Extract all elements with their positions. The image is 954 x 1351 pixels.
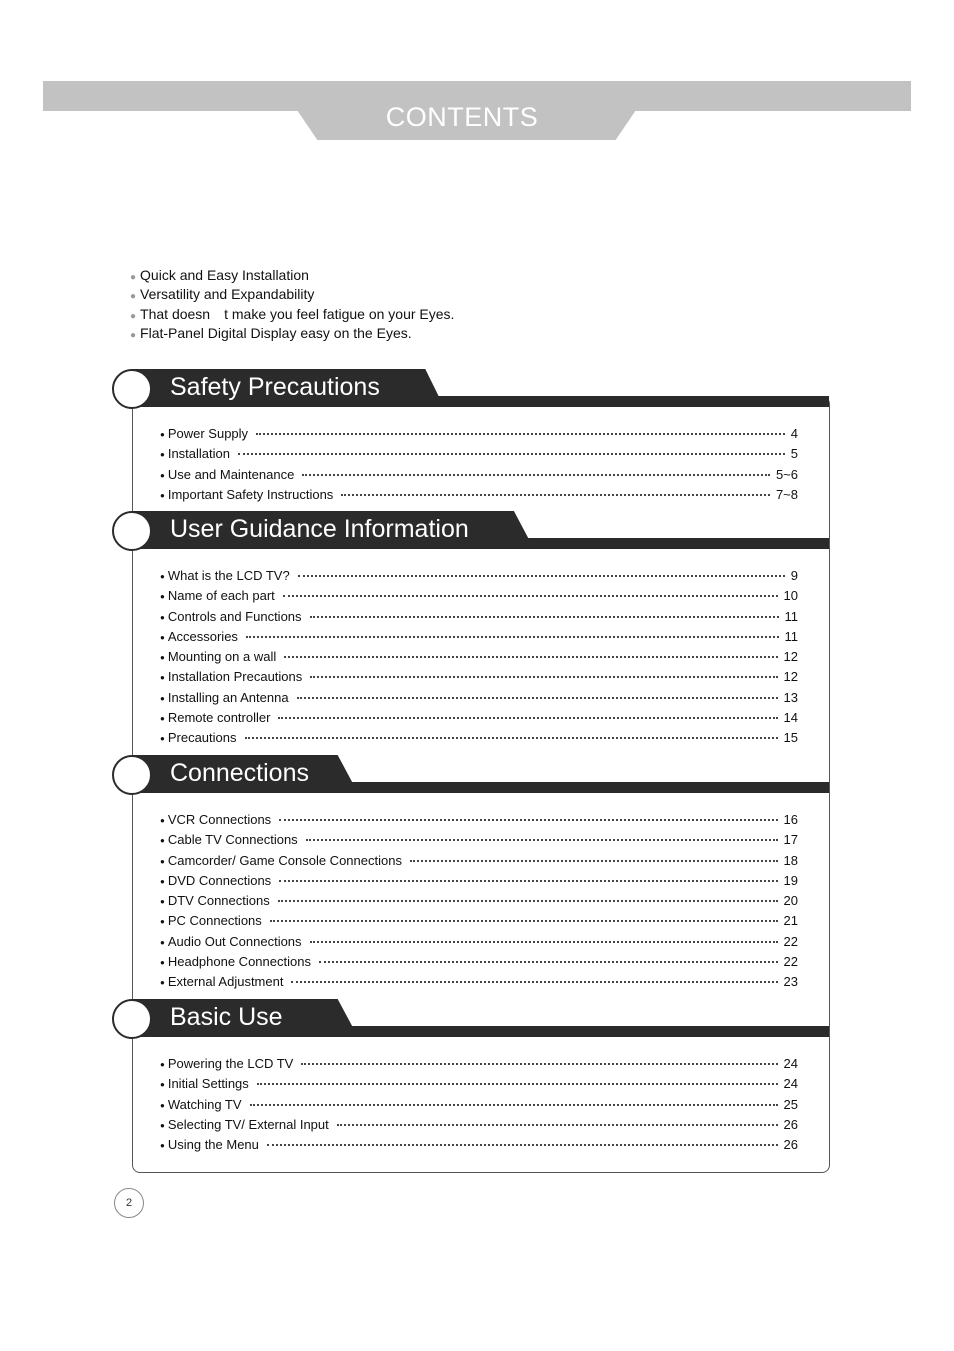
toc-item-label: Use and Maintenance: [167, 466, 295, 482]
dot-leader: [298, 574, 785, 577]
section-title: Basic Use: [170, 1003, 283, 1031]
bullet-icon: ●: [130, 291, 137, 303]
toc-item-label: Precautions: [167, 730, 237, 746]
toc-page-number: 14: [783, 710, 798, 726]
dot-leader: [284, 655, 777, 658]
feature-item: [130, 285, 454, 304]
toc-page-number: 5~6: [775, 466, 798, 482]
toc-item-label: Controls and Functions: [167, 608, 302, 624]
bullet-icon: ●: [160, 470, 165, 480]
bullet-icon: ●: [160, 734, 165, 744]
toc-page-number: 4: [790, 426, 798, 441]
section-circle-icon: [112, 369, 152, 409]
toc-item-label: Installation Precautions: [167, 669, 303, 685]
bullet-icon: ●: [160, 673, 165, 683]
section-title: User Guidance Information: [170, 515, 469, 543]
feature-list: [130, 266, 454, 343]
dot-leader: [257, 1082, 778, 1085]
bullet-icon: ●: [130, 329, 137, 341]
dot-leader: [319, 960, 778, 963]
toc-row[interactable]: [160, 1056, 798, 1076]
toc-list-connections: [160, 812, 798, 995]
bullet-icon: ●: [160, 693, 165, 703]
toc-row[interactable]: [160, 690, 798, 710]
section-header-connections: [112, 755, 829, 797]
toc-row[interactable]: [160, 893, 798, 913]
toc-page-number: 23: [783, 974, 798, 990]
dot-leader: [341, 493, 770, 496]
section-header-user-guidance: [112, 511, 829, 553]
bullet-icon: ●: [160, 653, 165, 663]
bullet-icon: ●: [160, 430, 165, 439]
toc-item-label: Power Supply: [167, 426, 249, 441]
bullet-icon: ●: [160, 917, 165, 927]
toc-item-label: DTV Connections: [167, 893, 270, 909]
dot-leader: [310, 940, 778, 943]
section-header-safety: [112, 369, 829, 411]
toc-page-number: 13: [783, 689, 798, 705]
toc-page-number: 11: [784, 628, 798, 644]
toc-item-label: Initial Settings: [167, 1076, 249, 1092]
toc-page-number: 5: [790, 446, 798, 462]
toc-item-label: Name of each part: [167, 588, 275, 604]
feature-text: Flat-Panel Digital Display easy on the Eyes.: [140, 324, 412, 341]
toc-item-label: PC Connections: [167, 913, 262, 929]
toc-row[interactable]: [160, 1137, 798, 1157]
toc-item-label: Watching TV: [167, 1096, 242, 1112]
toc-row[interactable]: [160, 649, 798, 669]
toc-page-number: 16: [783, 812, 798, 827]
bullet-icon: ●: [160, 897, 165, 907]
toc-page-number: 11: [784, 608, 798, 624]
toc-list-user-guidance: [160, 568, 798, 751]
bullet-icon: ●: [130, 310, 137, 322]
toc-page-number: 26: [783, 1137, 798, 1153]
feature-text: Versatility and Expandability: [140, 286, 315, 303]
bullet-icon: ●: [160, 958, 165, 968]
section-circle-icon: [112, 511, 152, 551]
toc-page-number: 15: [783, 730, 798, 746]
dot-leader: [278, 899, 778, 902]
toc-item-label: DVD Connections: [167, 872, 272, 888]
feature-item: [130, 305, 454, 324]
toc-item-label: Installation: [167, 446, 230, 462]
toc-page-number: 22: [783, 954, 798, 970]
toc-page-number: 12: [783, 649, 798, 665]
toc-row[interactable]: [160, 1117, 798, 1137]
toc-page-number: 22: [783, 933, 798, 949]
toc-row[interactable]: [160, 873, 798, 893]
bullet-icon: ●: [160, 572, 165, 581]
dot-leader: [238, 452, 785, 455]
bullet-icon: ●: [160, 856, 165, 866]
toc-row[interactable]: [160, 913, 798, 933]
bullet-icon: ●: [160, 816, 165, 825]
dot-leader: [283, 594, 778, 597]
toc-page-number: 21: [783, 913, 798, 929]
dot-leader: [302, 473, 770, 476]
bullet-icon: ●: [160, 876, 165, 886]
toc-page-number: 25: [783, 1096, 798, 1112]
toc-row[interactable]: [160, 1076, 798, 1096]
dot-leader: [270, 919, 778, 922]
section-title: Connections: [170, 759, 309, 787]
toc-page-number: 26: [783, 1116, 798, 1132]
toc-item-label: Remote controller: [167, 710, 271, 726]
toc-row[interactable]: [160, 669, 798, 689]
bullet-icon: ●: [160, 1141, 165, 1151]
dot-leader: [278, 716, 777, 719]
toc-row[interactable]: [160, 934, 798, 954]
toc-list-basic-use: [160, 1056, 798, 1157]
toc-item-label: What is the LCD TV?: [167, 568, 290, 583]
toc-row[interactable]: [160, 609, 798, 629]
toc-item-label: Camcorder/ Game Console Connections: [167, 852, 402, 868]
bullet-icon: ●: [160, 836, 165, 846]
toc-row[interactable]: [160, 812, 798, 832]
bullet-icon: ●: [160, 592, 165, 602]
dot-leader: [301, 1062, 777, 1065]
toc-row[interactable]: [160, 426, 798, 446]
feature-text: That doesn t make you feel fatigue on your Eyes.: [140, 305, 455, 322]
toc-row[interactable]: [160, 832, 798, 852]
toc-item-label: Cable TV Connections: [167, 832, 298, 848]
dot-leader: [410, 859, 778, 862]
toc-row[interactable]: [160, 629, 798, 649]
toc-item-label: Audio Out Connections: [167, 933, 302, 949]
bullet-icon: ●: [160, 490, 165, 500]
toc-item-label: Mounting on a wall: [167, 649, 277, 665]
section-header-basic-use: [112, 999, 829, 1041]
dot-leader: [297, 696, 778, 699]
dot-leader: [279, 879, 777, 882]
feature-text: Quick and Easy Installation: [140, 267, 309, 283]
toc-row[interactable]: [160, 588, 798, 608]
toc-row[interactable]: [160, 568, 798, 588]
bullet-icon: ●: [130, 272, 137, 283]
dot-leader: [256, 432, 785, 435]
toc-row[interactable]: [160, 974, 798, 994]
dot-leader: [306, 838, 778, 841]
toc-row[interactable]: [160, 487, 798, 507]
toc-page-number: 7~8: [775, 486, 798, 502]
toc-row[interactable]: [160, 730, 798, 750]
section-circle-icon: [112, 999, 152, 1039]
toc-item-label: External Adjustment: [167, 974, 284, 990]
bullet-icon: ●: [160, 1080, 165, 1090]
toc-row[interactable]: [160, 853, 798, 873]
toc-item-label: Installing an Antenna: [167, 689, 289, 705]
toc-item-label: Important Safety Instructions: [167, 486, 334, 502]
page-number: 2: [114, 1188, 144, 1218]
toc-row[interactable]: [160, 467, 798, 487]
bullet-icon: ●: [160, 612, 165, 622]
bullet-icon: ●: [160, 1100, 165, 1110]
toc-page-number: 10: [783, 588, 798, 604]
bullet-icon: ●: [160, 937, 165, 947]
toc-page-number: 24: [783, 1056, 798, 1071]
page-title: CONTENTS: [385, 102, 539, 132]
toc-item-label: Using the Menu: [167, 1137, 259, 1153]
bullet-icon: ●: [160, 632, 165, 642]
bullet-icon: ●: [160, 978, 165, 988]
dot-leader: [310, 615, 779, 618]
dot-leader: [337, 1123, 778, 1126]
toc-row[interactable]: [160, 954, 798, 974]
bullet-icon: ●: [160, 714, 165, 724]
bullet-icon: ●: [160, 1060, 165, 1069]
dot-leader: [291, 980, 777, 983]
toc-page-number: 12: [783, 669, 798, 685]
toc-page-number: 17: [783, 832, 798, 848]
toc-row[interactable]: [160, 1097, 798, 1117]
section-circle-icon: [112, 755, 152, 795]
toc-item-label: Powering the LCD TV: [167, 1056, 294, 1071]
toc-page-number: 18: [783, 852, 798, 868]
feature-item: [130, 324, 454, 343]
toc-item-label: VCR Connections: [167, 812, 272, 827]
toc-item-label: Accessories: [167, 628, 238, 644]
dot-leader: [250, 1103, 778, 1106]
toc-row[interactable]: [160, 446, 798, 466]
toc-page-number: 9: [790, 568, 798, 583]
dot-leader: [245, 736, 778, 739]
toc-list-safety: [160, 426, 798, 507]
section-title: Safety Precautions: [170, 373, 380, 401]
toc-page-number: 19: [783, 872, 798, 888]
toc-item-label: Selecting TV/ External Input: [167, 1116, 329, 1132]
toc-row[interactable]: [160, 710, 798, 730]
dot-leader: [310, 675, 777, 678]
dot-leader: [267, 1143, 778, 1146]
bullet-icon: ●: [160, 1120, 165, 1130]
dot-leader: [279, 818, 777, 821]
toc-page-number: 24: [783, 1076, 798, 1092]
toc-page-number: 20: [783, 893, 798, 909]
bullet-icon: ●: [160, 450, 165, 460]
feature-item: [130, 266, 454, 285]
toc-item-label: Headphone Connections: [167, 954, 311, 970]
dot-leader: [246, 635, 779, 638]
